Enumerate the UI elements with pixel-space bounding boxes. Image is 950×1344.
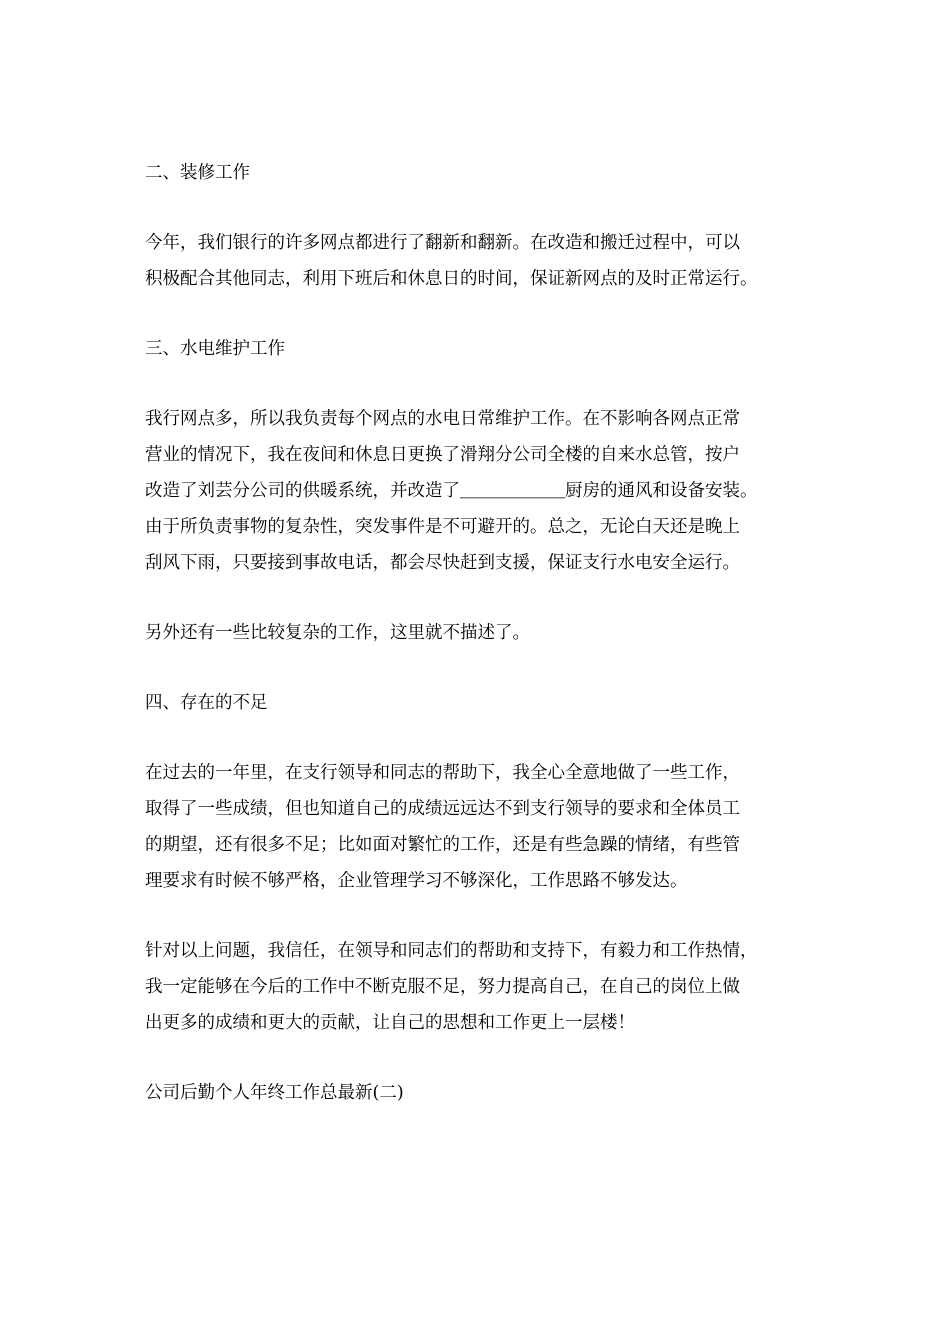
paragraph-line: 改造了刘芸分公司的供暖系统，并改造了＿＿＿＿＿＿厨房的通风和设备安装。 — [145, 481, 758, 501]
paragraph-line: 理要求有时候不够严格，企业管理学习不够深化，工作思路不够发达。 — [145, 871, 688, 891]
paragraph-line: 由于所负责事物的复杂性，突发事件是不可避开的。总之，无论白天还是晚上 — [145, 517, 740, 537]
section-heading-utilities: 三、水电维护工作 — [145, 339, 285, 359]
paragraph-line: 营业的情况下，我在夜间和休息日更换了滑翔分公司全楼的自来水总管，按户 — [145, 445, 740, 465]
paragraph-other-work — [145, 615, 815, 651]
paragraph-line: 取得了一些成绩，但也知道自己的成绩远远达不到支行领导的要求和全体员工 — [145, 799, 740, 819]
paragraph-line: 另外还有一些比较复杂的工作，这里就不描述了。 — [145, 623, 530, 643]
paragraph-line: 我一定能够在今后的工作中不断克服不足，努力提高自己，在自己的岗位上做 — [145, 977, 740, 997]
paragraph-utilities — [145, 401, 815, 581]
paragraph-line: 的期望，还有很多不足；比如面对繁忙的工作，还是有些急躁的情绪，有些管 — [145, 835, 740, 855]
paragraph-line: 积极配合其他同志，利用下班后和休息日的时间，保证新网点的及时正常运行。 — [145, 269, 758, 289]
paragraph-shortcomings — [145, 755, 815, 899]
paragraph-line: 在过去的一年里，在支行领导和同志的帮助下，我全心全意地做了一些工作， — [145, 763, 740, 783]
paragraph-line: 出更多的成绩和更大的贡献，让自己的思想和工作更上一层楼！ — [145, 1013, 635, 1033]
section-heading-renovation: 二、装修工作 — [145, 163, 250, 183]
paragraph-line: 刮风下雨，只要接到事故电话，都会尽快赶到支援，保证支行水电安全运行。 — [145, 553, 740, 573]
paragraph-line: 今年，我们银行的许多网点都进行了翻新和翻新。在改造和搬迁过程中，可以 — [145, 233, 740, 253]
document-body — [145, 155, 815, 1145]
paragraph-line: 我行网点多，所以我负责每个网点的水电日常维护工作。在不影响各网点正常 — [145, 409, 740, 429]
section-heading-shortcomings: 四、存在的不足 — [145, 693, 268, 713]
paragraph-renovation — [145, 225, 815, 297]
paragraph-improvement — [145, 933, 815, 1041]
paragraph-line: 针对以上问题，我信任，在领导和同志们的帮助和支持下，有毅力和工作热情， — [145, 941, 758, 961]
document-subtitle: 公司后勤个人年终工作总最新(二) — [145, 1083, 404, 1103]
